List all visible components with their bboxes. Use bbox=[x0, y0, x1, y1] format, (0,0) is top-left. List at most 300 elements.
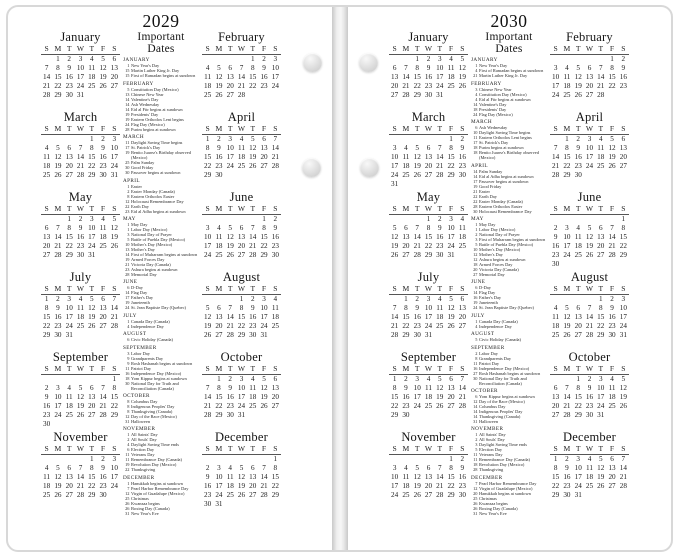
week-row bbox=[202, 500, 281, 509]
weekday-label: M bbox=[400, 365, 411, 375]
date-label: Christmas bbox=[479, 495, 497, 501]
weekday-label: W bbox=[75, 445, 86, 455]
day-cell: 4 bbox=[404, 144, 408, 152]
day-cell bbox=[236, 455, 247, 465]
date-number: 25 bbox=[473, 495, 478, 501]
week-row bbox=[389, 180, 468, 189]
date-number: 10 bbox=[125, 241, 130, 247]
weekday-label: W bbox=[236, 45, 247, 55]
date-number: 23 bbox=[125, 208, 130, 214]
date-number: 8 bbox=[127, 408, 130, 414]
day-cell: 22 bbox=[88, 482, 96, 490]
day-cell: 30 bbox=[436, 251, 444, 259]
date-number: 19 bbox=[125, 300, 130, 306]
month-grid bbox=[550, 445, 629, 500]
month-february bbox=[550, 31, 629, 111]
day-cell: 25 bbox=[458, 242, 466, 250]
weekday-label: T bbox=[247, 45, 258, 55]
day-cell: 21 bbox=[436, 482, 444, 490]
day-cell: 30 bbox=[76, 251, 85, 259]
date-number: 1 bbox=[127, 221, 130, 227]
day-cell: 19 bbox=[260, 393, 268, 401]
date-item bbox=[123, 305, 199, 310]
weekday-row bbox=[389, 45, 468, 55]
month-title: November bbox=[401, 430, 456, 444]
important-dates-heading: Important Dates bbox=[137, 31, 185, 55]
weekday-label: F bbox=[258, 205, 269, 215]
dates-section-header: SEPTEMBER bbox=[123, 344, 157, 351]
month-grid bbox=[41, 45, 120, 100]
week-row bbox=[550, 251, 629, 260]
day-cell bbox=[434, 455, 445, 465]
day-cell bbox=[550, 215, 561, 225]
day-cell: 15 bbox=[110, 393, 118, 401]
weekday-row bbox=[202, 45, 281, 55]
day-cell bbox=[225, 500, 236, 509]
day-cell: 17 bbox=[76, 73, 85, 81]
day-cell: 11 bbox=[99, 224, 107, 232]
day-cell: 14 bbox=[237, 73, 246, 81]
date-number: 25 bbox=[125, 160, 130, 166]
day-cell bbox=[584, 260, 595, 269]
day-cell: 24 bbox=[424, 322, 433, 330]
day-cell: 1 bbox=[89, 135, 94, 143]
day-cell: 28 bbox=[436, 491, 444, 499]
day-cell: 3 bbox=[415, 375, 419, 383]
day-cell bbox=[64, 455, 75, 465]
weekday-label: S bbox=[389, 205, 400, 215]
day-cell: 16 bbox=[563, 473, 571, 481]
day-cell: 9 bbox=[217, 144, 221, 152]
day-cell: 14 bbox=[43, 73, 51, 81]
date-label: Civic Holiday (Canada) bbox=[131, 337, 173, 343]
day-cell: 1 bbox=[262, 215, 266, 223]
day-cell: 13 bbox=[215, 313, 223, 321]
date-number: 17 bbox=[473, 178, 478, 184]
day-cell: 18 bbox=[436, 313, 444, 321]
week-row bbox=[202, 402, 281, 411]
day-cell: 4 bbox=[239, 135, 244, 143]
week-row bbox=[41, 393, 120, 402]
dates-section-header: APRIL bbox=[123, 177, 140, 184]
day-cell: 7 bbox=[56, 224, 60, 232]
day-cell: 24 bbox=[260, 322, 268, 330]
day-cell bbox=[75, 455, 86, 465]
week-row bbox=[389, 375, 468, 385]
day-cell: 18 bbox=[65, 402, 73, 410]
day-cell: 26 bbox=[88, 322, 96, 330]
day-cell: 12 bbox=[76, 393, 85, 401]
week-row bbox=[389, 242, 468, 251]
week-row bbox=[41, 455, 120, 465]
day-cell: 4 bbox=[437, 295, 442, 303]
month-title: February bbox=[566, 30, 613, 44]
weekday-label: T bbox=[412, 205, 423, 215]
day-cell: 16 bbox=[458, 473, 466, 481]
date-label: Thanksgiving (Canada) bbox=[131, 408, 173, 414]
day-cell bbox=[109, 420, 120, 429]
day-cell: 2 bbox=[78, 215, 83, 223]
weekday-row bbox=[202, 125, 281, 135]
day-cell: 21 bbox=[43, 82, 51, 90]
day-cell: 27 bbox=[88, 411, 96, 419]
day-cell: 8 bbox=[392, 384, 397, 392]
day-cell bbox=[445, 91, 456, 100]
day-cell: 24 bbox=[447, 242, 455, 250]
day-cell: 28 bbox=[402, 91, 410, 99]
day-cell: 26 bbox=[215, 91, 223, 99]
date-label: Earth Day bbox=[131, 203, 149, 209]
date-label: Purim begins at sundown bbox=[131, 126, 176, 132]
date-number: 24 bbox=[473, 305, 478, 311]
weekday-label: S bbox=[618, 205, 629, 215]
day-cell: 6 bbox=[262, 135, 266, 143]
day-cell: 19 bbox=[413, 482, 421, 490]
day-cell: 6 bbox=[449, 375, 453, 383]
day-cell: 9 bbox=[404, 384, 408, 392]
day-cell: 23 bbox=[458, 162, 466, 170]
day-cell: 28 bbox=[204, 411, 212, 419]
week-row bbox=[389, 55, 468, 65]
date-number: 19 bbox=[125, 116, 130, 122]
day-cell: 25 bbox=[226, 491, 234, 499]
day-cell: 10 bbox=[574, 464, 582, 472]
day-cell bbox=[561, 375, 572, 385]
day-cell: 25 bbox=[597, 162, 605, 170]
day-cell: 2 bbox=[44, 384, 49, 392]
day-cell: 31 bbox=[76, 91, 85, 99]
day-cell: 12 bbox=[54, 153, 62, 161]
weekday-label: S bbox=[202, 365, 213, 375]
day-cell: 8 bbox=[610, 64, 614, 72]
day-cell: 8 bbox=[239, 304, 244, 312]
date-number: 31 bbox=[473, 510, 478, 516]
day-cell: 23 bbox=[271, 242, 279, 250]
date-number: 16 bbox=[473, 365, 478, 371]
day-cell: 24 bbox=[54, 411, 62, 419]
day-cell: 25 bbox=[271, 322, 279, 330]
date-number: 4 bbox=[475, 96, 478, 102]
day-cell bbox=[550, 135, 561, 145]
day-cell: 2 bbox=[250, 295, 255, 303]
dates-section-header: NOVEMBER bbox=[471, 426, 504, 433]
day-cell: 13 bbox=[447, 384, 455, 392]
date-label: Patriot Day bbox=[479, 360, 500, 366]
weekday-label: T bbox=[434, 285, 445, 295]
date-number: 1 bbox=[127, 183, 130, 189]
day-cell: 30 bbox=[215, 171, 223, 179]
day-cell: 21 bbox=[226, 322, 234, 330]
day-cell bbox=[389, 295, 400, 305]
day-cell: 9 bbox=[101, 464, 105, 472]
weekday-label: S bbox=[202, 445, 213, 455]
day-cell: 15 bbox=[88, 473, 96, 481]
date-label: Yom Kippur begins at sundown bbox=[479, 393, 535, 399]
month-december bbox=[202, 431, 281, 511]
date-item bbox=[123, 127, 199, 132]
date-label: Ashura begins at sundown bbox=[131, 266, 178, 272]
day-cell: 19 bbox=[391, 242, 399, 250]
day-cell: 1 bbox=[239, 295, 244, 303]
weekday-label: M bbox=[400, 125, 411, 135]
weekday-label: M bbox=[561, 285, 572, 295]
day-cell: 21 bbox=[260, 482, 268, 490]
day-cell: 30 bbox=[54, 331, 62, 339]
day-cell: 1 bbox=[89, 455, 94, 463]
date-number: 4 bbox=[475, 91, 478, 97]
date-number: 4 bbox=[127, 323, 130, 329]
month-title: November bbox=[53, 430, 108, 444]
date-number: 11 bbox=[125, 457, 130, 463]
date-label: Memorial Day bbox=[131, 271, 157, 277]
day-cell: 23 bbox=[552, 251, 560, 259]
day-cell: 9 bbox=[250, 304, 255, 312]
date-item bbox=[471, 337, 547, 342]
day-cell: 5 bbox=[56, 144, 60, 152]
weekday-label: W bbox=[236, 125, 247, 135]
day-cell: 15 bbox=[54, 73, 62, 81]
week-row bbox=[41, 242, 120, 251]
day-cell: 15 bbox=[215, 393, 223, 401]
weekday-row bbox=[202, 365, 281, 375]
day-cell: 5 bbox=[205, 304, 210, 312]
week-row bbox=[389, 144, 468, 153]
day-cell: 10 bbox=[226, 144, 234, 152]
day-cell: 3 bbox=[273, 55, 278, 63]
day-cell: 15 bbox=[204, 153, 212, 161]
punch-hole-icon bbox=[359, 53, 378, 72]
day-cell: 4 bbox=[576, 224, 580, 232]
date-label: Eastern Orthodox Lent begins bbox=[131, 116, 184, 122]
date-number: 17 bbox=[125, 295, 130, 301]
month-august bbox=[202, 271, 281, 351]
week-row bbox=[41, 82, 120, 91]
day-cell bbox=[561, 215, 572, 225]
date-label: May Day bbox=[479, 221, 496, 227]
day-cell: 7 bbox=[392, 304, 397, 312]
date-label: Kwanzaa begins bbox=[131, 500, 160, 506]
month-title: July bbox=[417, 270, 440, 284]
day-cell: 16 bbox=[43, 402, 51, 410]
week-row bbox=[550, 331, 629, 340]
date-number: 14 bbox=[473, 403, 478, 409]
date-number: 19 bbox=[125, 256, 130, 262]
day-cell: 8 bbox=[205, 144, 210, 152]
date-label: Veterans Day bbox=[479, 452, 503, 458]
weekday-label: S bbox=[550, 45, 561, 55]
date-number: 12 bbox=[473, 485, 478, 491]
month-november bbox=[389, 431, 468, 511]
day-cell: 15 bbox=[237, 313, 246, 321]
day-cell: 8 bbox=[250, 64, 255, 72]
date-item bbox=[123, 73, 199, 78]
day-cell: 11 bbox=[552, 313, 560, 321]
date-number: 20 bbox=[473, 266, 478, 272]
day-cell: 8 bbox=[262, 224, 266, 232]
weekday-label: T bbox=[573, 445, 584, 455]
weekday-label: T bbox=[64, 125, 75, 135]
day-cell: 29 bbox=[88, 171, 96, 179]
week-row bbox=[389, 402, 468, 411]
day-cell bbox=[618, 491, 629, 500]
weekday-label: T bbox=[573, 45, 584, 55]
day-cell: 25 bbox=[249, 402, 257, 410]
weekday-label: S bbox=[109, 205, 120, 215]
weekday-label: S bbox=[202, 45, 213, 55]
day-cell: 18 bbox=[76, 313, 85, 321]
day-cell: 22 bbox=[43, 322, 51, 330]
day-cell: 25 bbox=[76, 322, 85, 330]
week-row bbox=[202, 144, 281, 153]
week-row bbox=[202, 135, 281, 145]
day-cell: 17 bbox=[204, 242, 212, 250]
date-label: St. Jean Baptiste Day (Quebec) bbox=[131, 305, 186, 311]
date-label: Armed Forces Day bbox=[131, 256, 165, 262]
date-label: Independence Day bbox=[131, 323, 164, 329]
day-cell bbox=[423, 135, 434, 145]
date-number: 6 bbox=[475, 285, 478, 291]
date-number: 6 bbox=[475, 393, 478, 399]
date-label: Palm Sunday bbox=[131, 160, 155, 166]
day-cell bbox=[389, 55, 400, 65]
day-cell bbox=[41, 215, 52, 225]
day-cell: 26 bbox=[391, 251, 399, 259]
day-cell: 5 bbox=[449, 295, 453, 303]
date-label: Labor Day bbox=[479, 350, 498, 356]
day-cell: 1 bbox=[404, 295, 408, 303]
day-cell: 10 bbox=[391, 153, 399, 161]
day-cell: 10 bbox=[391, 473, 399, 481]
day-cell: 20 bbox=[552, 402, 560, 410]
month-title: December bbox=[563, 430, 616, 444]
date-number: 7 bbox=[475, 480, 478, 486]
day-cell: 13 bbox=[65, 153, 73, 161]
weekday-label: T bbox=[595, 445, 606, 455]
weekday-label: S bbox=[457, 445, 468, 455]
weekday-label: S bbox=[270, 125, 281, 135]
date-number: 11 bbox=[125, 452, 130, 458]
date-label: Flag Day (Mexico) bbox=[479, 111, 513, 117]
day-cell: 12 bbox=[413, 153, 421, 161]
day-cell: 23 bbox=[99, 482, 107, 490]
day-cell bbox=[97, 375, 108, 385]
day-cell: 1 bbox=[392, 375, 397, 383]
day-cell: 17 bbox=[215, 482, 223, 490]
weekday-label: T bbox=[225, 445, 236, 455]
week-row bbox=[41, 482, 120, 491]
weekday-label: T bbox=[86, 285, 97, 295]
day-cell: 24 bbox=[65, 322, 73, 330]
day-cell: 31 bbox=[391, 180, 399, 188]
date-item bbox=[471, 150, 547, 160]
day-cell: 6 bbox=[610, 455, 614, 463]
day-cell: 5 bbox=[565, 304, 569, 312]
week-row bbox=[389, 455, 468, 465]
day-cell: 3 bbox=[89, 215, 94, 223]
day-cell: 11 bbox=[271, 304, 279, 312]
important-dates-list bbox=[123, 57, 199, 515]
weekday-label: M bbox=[561, 365, 572, 375]
day-cell bbox=[618, 171, 629, 180]
day-cell: 7 bbox=[437, 464, 442, 472]
day-cell: 21 bbox=[110, 313, 118, 321]
month-january bbox=[389, 31, 468, 111]
date-label: Eid al Fitr begins at sundown bbox=[131, 106, 183, 112]
day-cell: 9 bbox=[56, 304, 60, 312]
day-cell bbox=[584, 491, 595, 500]
day-cell: 31 bbox=[215, 500, 223, 508]
date-number: 24 bbox=[125, 305, 130, 311]
day-cell: 7 bbox=[44, 64, 49, 72]
date-number: 12 bbox=[125, 490, 130, 496]
date-label: Daylight Saving Time begins bbox=[131, 140, 183, 146]
month-grid bbox=[389, 365, 468, 420]
day-cell bbox=[75, 135, 86, 145]
week-row bbox=[202, 304, 281, 313]
week-row bbox=[550, 402, 629, 411]
weekday-label: W bbox=[236, 205, 247, 215]
important-dates-column bbox=[123, 12, 199, 549]
day-cell bbox=[270, 331, 281, 340]
day-cell: 6 bbox=[553, 384, 558, 392]
weekday-row bbox=[41, 285, 120, 295]
day-cell bbox=[52, 420, 63, 429]
day-cell: 1 bbox=[205, 135, 210, 143]
day-cell: 14 bbox=[54, 233, 62, 241]
day-cell: 13 bbox=[65, 473, 73, 481]
day-cell: 4 bbox=[553, 304, 558, 312]
week-row bbox=[41, 304, 120, 313]
day-cell bbox=[561, 260, 572, 269]
day-cell: 20 bbox=[215, 322, 223, 330]
day-cell: 2 bbox=[610, 295, 614, 303]
date-number: 28 bbox=[125, 271, 130, 277]
day-cell: 8 bbox=[44, 304, 49, 312]
day-cell bbox=[412, 455, 423, 465]
day-cell: 14 bbox=[552, 153, 560, 161]
week-row bbox=[389, 73, 468, 82]
day-cell: 6 bbox=[89, 384, 94, 392]
day-cell: 26 bbox=[597, 482, 605, 490]
day-cell: 20 bbox=[249, 482, 257, 490]
day-cell: 15 bbox=[391, 393, 399, 401]
day-cell: 30 bbox=[458, 491, 466, 499]
date-label: Grandparents Day bbox=[479, 355, 512, 361]
weekday-label: W bbox=[75, 285, 86, 295]
day-cell bbox=[573, 215, 584, 225]
day-cell: 1 bbox=[621, 215, 626, 223]
month-june bbox=[550, 191, 629, 271]
week-row bbox=[389, 482, 468, 491]
day-cell: 4 bbox=[44, 464, 49, 472]
week-row bbox=[202, 251, 281, 260]
date-number: 1 bbox=[127, 63, 130, 69]
weekday-label: T bbox=[573, 365, 584, 375]
day-cell: 2 bbox=[228, 375, 232, 383]
day-cell: 3 bbox=[598, 375, 603, 383]
day-cell: 1 bbox=[426, 215, 431, 223]
month-grid bbox=[550, 365, 629, 420]
day-cell: 21 bbox=[436, 162, 444, 170]
day-cell: 1 bbox=[553, 455, 558, 463]
day-cell: 20 bbox=[260, 153, 268, 161]
day-cell: 7 bbox=[239, 64, 244, 72]
year-title: 2030 bbox=[490, 11, 528, 31]
day-cell: 25 bbox=[552, 331, 560, 339]
day-cell: 25 bbox=[436, 322, 444, 330]
day-cell: 28 bbox=[391, 331, 399, 339]
weekday-row bbox=[389, 285, 468, 295]
